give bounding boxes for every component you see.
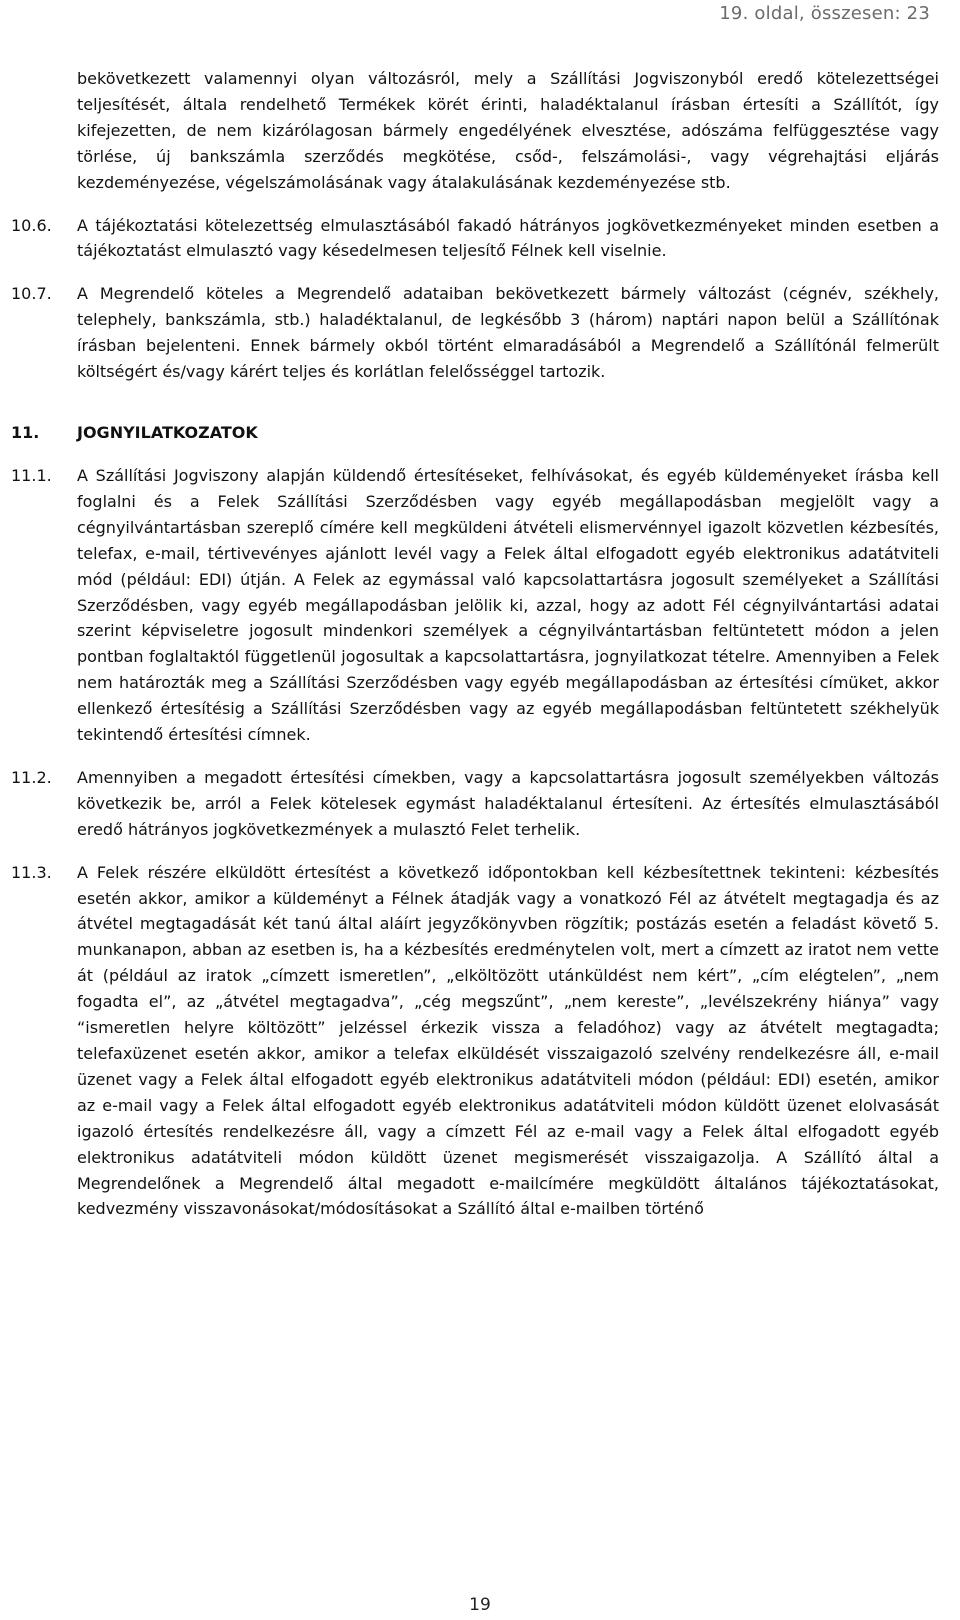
section-heading-11 (11, 420, 939, 446)
intro-paragraph: bekövetkezett valamennyi olyan változásról, mely a Szállítási Jogviszonyból eredő kötelezettségei teljesítését, általa rendelhető Termékek körét érinti, haladéktalanul írásban értesíti a Szállítót, így kifejezetten, de nem kizárólagosan bármely engedélyének elvesztése, adószáma felfüggesztése vagy törlése, új bankszámla szerződés megkötése, csőd-, felszámolási-, vagy végrehajtási eljárás kezdeményezése, végelszámolásának vagy átalakulásának kezdeményezése stb. (77, 69, 939, 192)
clause-number: 11.3. (11, 862, 52, 882)
clause-text: A Felek részére elküldött értesítést a következő időpontokban kell kézbesítettnek tekinteni: kézbesítés esetén akkor, amikor a küldeményt a Félnek átadják vagy a vonatkozó Fél az átvételt megtagadja és az átvétel megtagadását két tanú által aláírt jegyzőkönyvben rögzítik; postázás esetén a feladást követő 5. munkanapon, abban az esetben is, ha a kézbesítés eredménytelen volt, mert a címzett az iratot nem vette át (például az iratok „címzett ismeretlen”, „elköltözött utánküldést nem kért”, „cím elégtelen”, „nem fogadta el”, az „átvétel megtagadva”, „cég megszűnt”, „nem kereste”, „levélszekrény hiánya” vagy “ismeretlen helyre költözött” jelzéssel érkezik vissza a feladóhoz) vagy az átvételt megtagadta; telefaxüzenet esetén akkor, amikor a telefax elküldését visszaigazoló szelvény rendelkezésre áll, e-mail üzenet vagy a Felek által elfogadott egyéb elektronikus adatátviteli módon (például: EDI) esetén, amikor az e-mail vagy a Felek által elfogadott egyéb elektronikus adatátviteli módon küldött üzenet elolvasását igazoló értesítés rendelkezésre áll, vagy a címzett Fél az e-mail vagy a Felek által elfogadott egyéb elektronikus adatátviteli módon küldött üzenet megismerését visszaigazolja. A Szállító által a Megrendelőnek a Megrendelő által megadott e-mailcímére megküldött általános tájékoztatásokat, kedvezmény visszavonásokat/módosításokat a Szállító által e-mailben történő (77, 862, 939, 1219)
clause-number: 11.2. (11, 767, 52, 787)
clause-11-1 (11, 463, 939, 748)
clause-11-2 (11, 765, 939, 843)
clause-number: 10.7. (11, 284, 52, 304)
page-header: 19. oldal, összesen: 23 (719, 3, 930, 24)
clause-10-6 (11, 213, 939, 265)
clause-text: Amennyiben a megadott értesítési címekben, vagy a kapcsolattartásra jogosult személyekben változás következik be, arról a Felek kötelesek egymást haladéktalanul értesíteni. Az értesítés elmulasztásából eredő hátrányos jogkövetkezmények a mulasztó Felet terhelik. (77, 767, 939, 839)
clause-text: A Megrendelő köteles a Megrendelő adataiban bekövetkezett bármely változást (cégnév, székhely, telephely, bankszámla, stb.) haladéktalanul, de legkésőbb 3 (három) naptári napon belül a Szállítónak írásban bejelenteni. Ennek bármely okból történt elmaradásából a Megrendelő a Szállítónál felmerült költségért és/vagy kárért teljes és korlátlan felelősséggel tartozik. (77, 284, 939, 382)
clause-number: 10.6. (11, 215, 52, 235)
clause-10-7 (11, 281, 939, 385)
page-number: 19 (469, 1595, 491, 1615)
clause-text: A Szállítási Jogviszony alapján küldendő értesítéseket, felhívásokat, és egyéb küldeményeket írásba kell foglalni és a Felek Szállítási Szerződésben vagy egyéb megállapodásban megjelölt vagy a cégnyilvántartásban szereplő címére kell megküldeni átvételi elismervénnyel igazolt közvetlen kézbesítés, telefax, e-mail, tértivevényes ajánlott levél vagy a Felek által elfogadott egyéb elektronikus adatátviteli mód (például: EDI) útján. A Felek az egymással való kapcsolattartásra jogosult személyeket a Szállítási Szerződésben, vagy egyéb megállapodásban jelölik ki, azzal, hogy az adott Fél cégnyilvántartási adatai szerint képviseletre jogosult mindenkori személyek a cégnyilvántartásban feltüntetett módon a jelen pontban foglaltaktól függetlenül jogosultak a kapcsolattartásra, jognyilatkozat tételre. Amennyiben a Felek nem határozták meg a Szállítási Szerződésben vagy egyéb megállapodásban az értesítési címüket, akkor ellenkező értesítésig a Szállítási Szerződésben vagy az egyéb megállapodásban feltüntetett székhelyük tekintendő értesítési címnek. (77, 465, 939, 745)
clause-11-3 (11, 860, 939, 1223)
document-body (11, 66, 939, 1222)
clause-number: 11.1. (11, 465, 52, 485)
section-number: 11. (11, 422, 40, 442)
clause-text: A tájékoztatási kötelezettség elmulasztásából fakadó hátrányos jogkövetkezményeket minden esetben a tájékoztatást elmulasztó vagy késedelmesen teljesítő Félnek kell viselnie. (77, 215, 939, 261)
section-title: JOGNYILATKOZATOK (77, 422, 258, 442)
